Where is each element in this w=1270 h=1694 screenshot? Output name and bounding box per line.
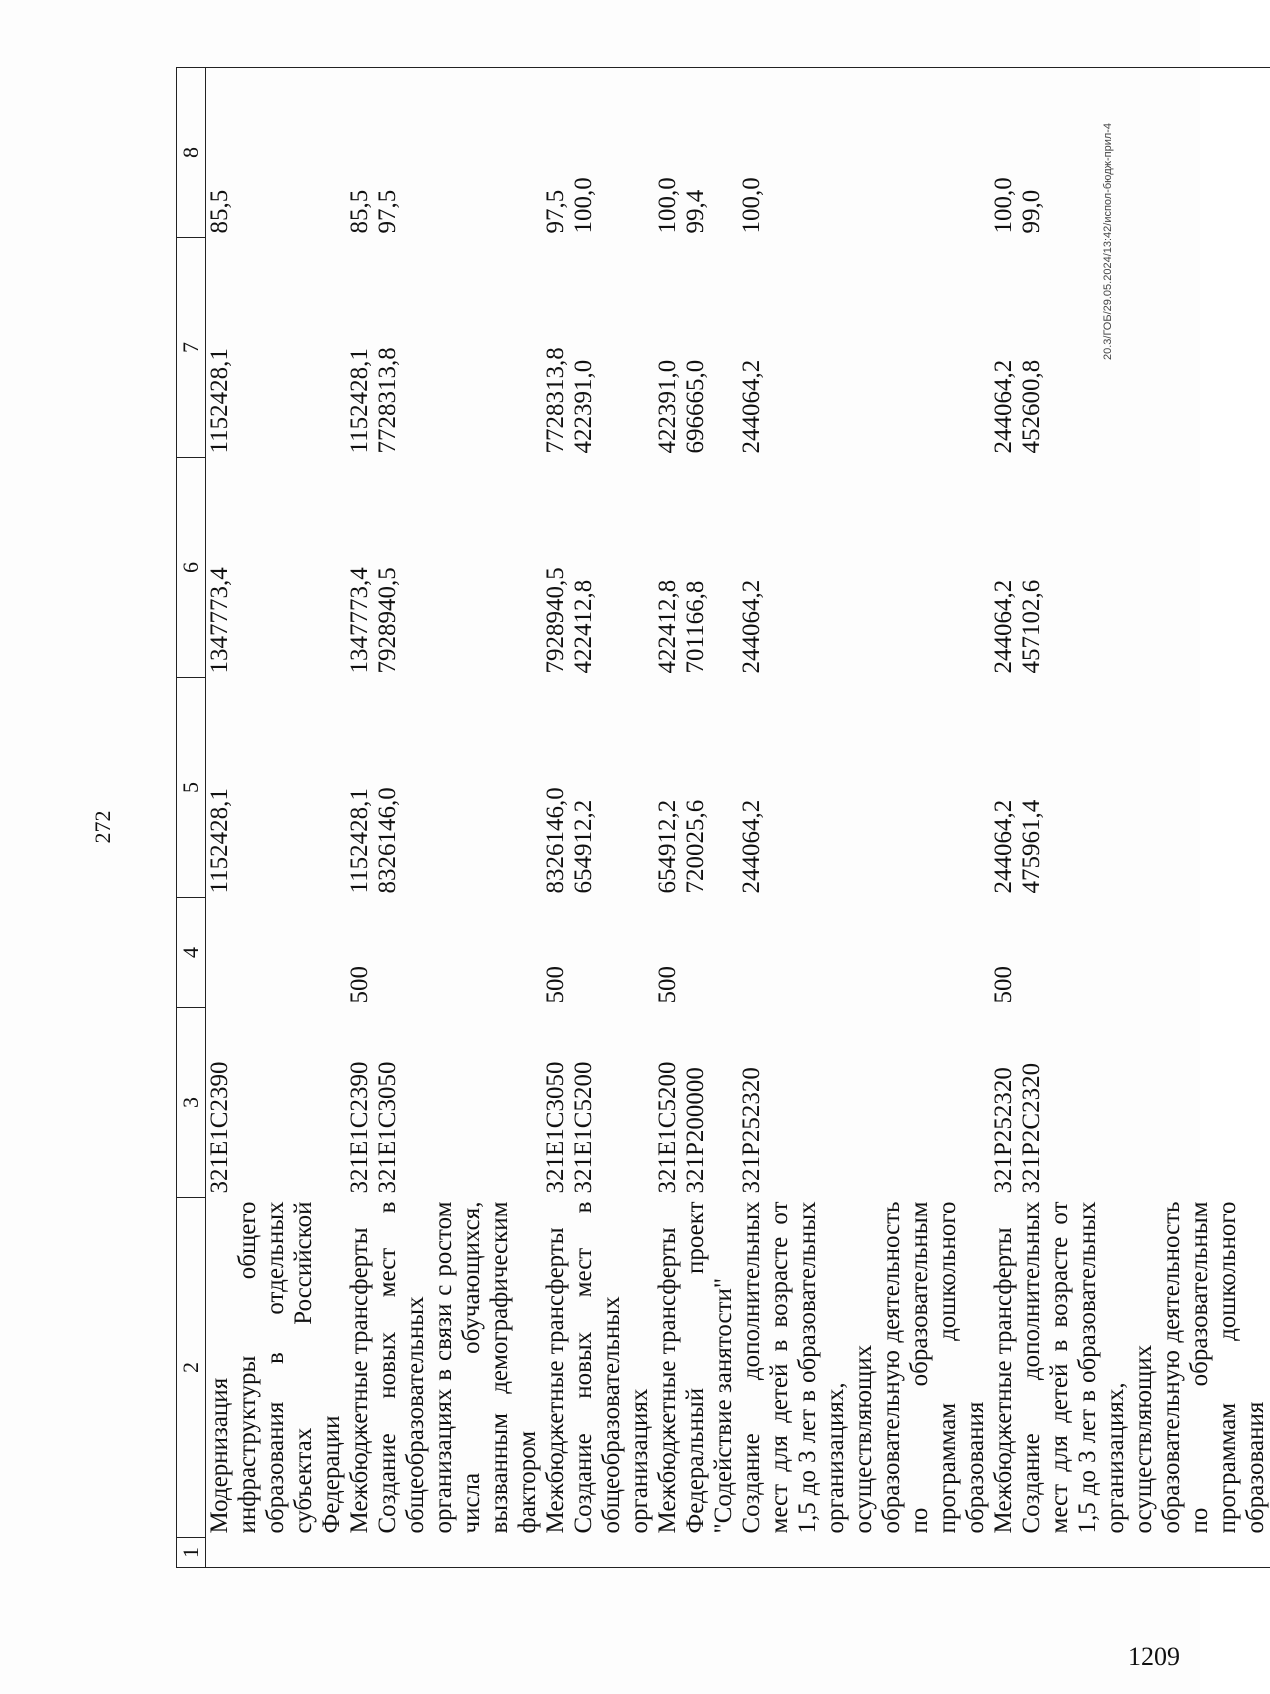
row-number-cell [374, 1538, 542, 1568]
table-row [682, 68, 738, 1568]
row-name-cell: Создание дополнительных мест для детей в возрасте от 1,5 до 3 лет в образовательных организациях, осуществляющих образовательную деятельность по образовательным программам дошкольного образования [1018, 1201, 1269, 1534]
row-value6-cell: 7928940,5 [374, 567, 401, 674]
header-cell: 8 [177, 68, 206, 238]
row-name-cell: Федеральный проект "Содействие занятости" [682, 1201, 737, 1534]
header-cell: 5 [177, 678, 206, 898]
row-value7-cell: 244064,2 [990, 359, 1017, 454]
table-row [542, 68, 570, 1568]
row-value5-cell: 244064,2 [990, 799, 1017, 894]
row-code-cell: 321P252320 [738, 1067, 765, 1194]
row-number-cell [542, 1538, 570, 1568]
row-code-cell: 321E1C3050 [374, 1061, 401, 1194]
table-row [654, 68, 682, 1568]
row-value6-cell: 7928940,5 [542, 567, 569, 674]
row-value6-cell: 1347773,4 [346, 567, 373, 674]
table-row [738, 68, 990, 1568]
row-number-cell [682, 1538, 738, 1568]
row-value8-cell: 100,0 [990, 68, 1018, 238]
header-cell: 4 [177, 898, 206, 1008]
header-cell: 6 [177, 458, 206, 678]
page-number-bottom: 1209 [1128, 1642, 1180, 1671]
row-value6-cell: 422412,8 [654, 579, 681, 674]
table-row [374, 68, 542, 1568]
row-value5-cell: 720025,6 [682, 799, 709, 894]
row-code-cell: 321E1C2390 [206, 1061, 233, 1194]
row-value5-cell: 1152428,1 [346, 788, 373, 894]
row-value5-cell: 1152428,1 [206, 788, 233, 894]
row-value8-cell: 99,0 [1018, 68, 1270, 238]
row-value5-cell: 8326146,0 [374, 787, 401, 894]
row-code-cell: 321E1C5200 [570, 1061, 597, 1194]
row-type-cell [738, 898, 990, 1008]
page-number-top: 272 [90, 810, 115, 844]
row-value6-cell: 701166,8 [682, 580, 709, 674]
row-number-cell [738, 1538, 990, 1568]
row-value8-cell: 99,4 [682, 68, 738, 238]
footer-document-code: 20.3/ГОБ/29.05.2024/13:42/испол-бюдж-прил-4 [1102, 122, 1114, 360]
table-header-row [177, 68, 206, 1568]
row-name-cell: Межбюджетные трансферты [990, 1227, 1017, 1534]
row-type-cell [1018, 898, 1270, 1008]
row-type-cell: 500 [990, 966, 1017, 1004]
row-value7-cell: 1152428,1 [206, 348, 233, 454]
row-name-cell: Создание дополнительных мест для детей в возрасте от 1,5 до 3 лет в образовательных организациях, осуществляющих образовательную деятельность по образовательным программам дошкольного образования [738, 1201, 989, 1534]
row-number-cell [1018, 1538, 1270, 1568]
table-row [570, 68, 654, 1568]
row-value8-cell: 97,5 [374, 68, 542, 238]
table-row [990, 68, 1018, 1568]
row-code-cell: 321P2C2320 [1018, 1062, 1045, 1194]
row-value5-cell: 654912,2 [654, 799, 681, 894]
row-code-cell: 321E1C5200 [654, 1061, 681, 1194]
row-value7-cell: 7728313,8 [542, 347, 569, 454]
table-row [346, 68, 374, 1568]
row-value8-cell: 85,5 [346, 68, 374, 238]
row-type-cell: 500 [654, 966, 681, 1004]
row-value8-cell: 85,5 [206, 68, 347, 238]
table-body [206, 68, 1270, 1568]
row-value7-cell: 422391,0 [570, 359, 597, 454]
row-value5-cell: 654912,2 [570, 799, 597, 894]
row-number-cell [990, 1538, 1018, 1568]
table-row [206, 68, 347, 1568]
header-cell: 1 [177, 1538, 206, 1568]
row-value7-cell: 696665,0 [682, 359, 709, 454]
row-value6-cell: 422412,8 [570, 579, 597, 674]
row-value7-cell: 422391,0 [654, 359, 681, 454]
row-value7-cell: 452600,8 [1018, 359, 1045, 454]
table-row [1018, 68, 1270, 1568]
budget-table [176, 67, 1270, 1568]
row-value5-cell: 475961,4 [1018, 799, 1045, 894]
row-type-cell: 500 [346, 966, 373, 1004]
row-type-cell [570, 898, 654, 1008]
row-value8-cell: 100,0 [738, 68, 990, 238]
row-type-cell [206, 898, 347, 1008]
row-name-cell: Межбюджетные трансферты [542, 1227, 569, 1534]
row-name-cell: Создание новых мест в общеобразовательных организациях [570, 1201, 653, 1534]
row-code-cell: 321P200000 [682, 1067, 709, 1194]
row-code-cell: 321E1C2390 [346, 1061, 373, 1194]
row-code-cell: 321E1C3050 [542, 1061, 569, 1194]
row-type-cell [682, 898, 738, 1008]
row-type-cell [374, 898, 542, 1008]
row-value5-cell: 8326146,0 [542, 787, 569, 894]
header-cell: 7 [177, 238, 206, 458]
row-value8-cell: 100,0 [654, 68, 682, 238]
row-value6-cell: 244064,2 [990, 579, 1017, 674]
row-value7-cell: 244064,2 [738, 359, 765, 454]
header-cell: 2 [177, 1198, 206, 1538]
row-value7-cell: 1152428,1 [346, 348, 373, 454]
row-number-cell [206, 1538, 347, 1568]
row-value8-cell: 97,5 [542, 68, 570, 238]
row-value8-cell: 100,0 [570, 68, 654, 238]
row-name-cell: Межбюджетные трансферты [346, 1227, 373, 1534]
row-number-cell [346, 1538, 374, 1568]
row-code-cell: 321P252320 [990, 1067, 1017, 1194]
row-value6-cell: 457102,6 [1018, 579, 1045, 674]
row-number-cell [654, 1538, 682, 1568]
row-number-cell [570, 1538, 654, 1568]
row-name-cell: Создание новых мест в общеобразовательных организациях в связи с ростом числа обучающихся, вызванным демографическим фактором [374, 1201, 541, 1534]
row-value6-cell: 1347773,4 [206, 567, 233, 674]
row-type-cell: 500 [542, 966, 569, 1004]
row-value5-cell: 244064,2 [738, 799, 765, 894]
header-cell: 3 [177, 1008, 206, 1198]
row-value7-cell: 7728313,8 [374, 347, 401, 454]
row-name-cell: Модернизация инфраструктуры общего образования в отдельных субъектах Российской Федерации [206, 1201, 345, 1534]
row-name-cell: Межбюджетные трансферты [654, 1227, 681, 1534]
row-value6-cell: 244064,2 [738, 579, 765, 674]
